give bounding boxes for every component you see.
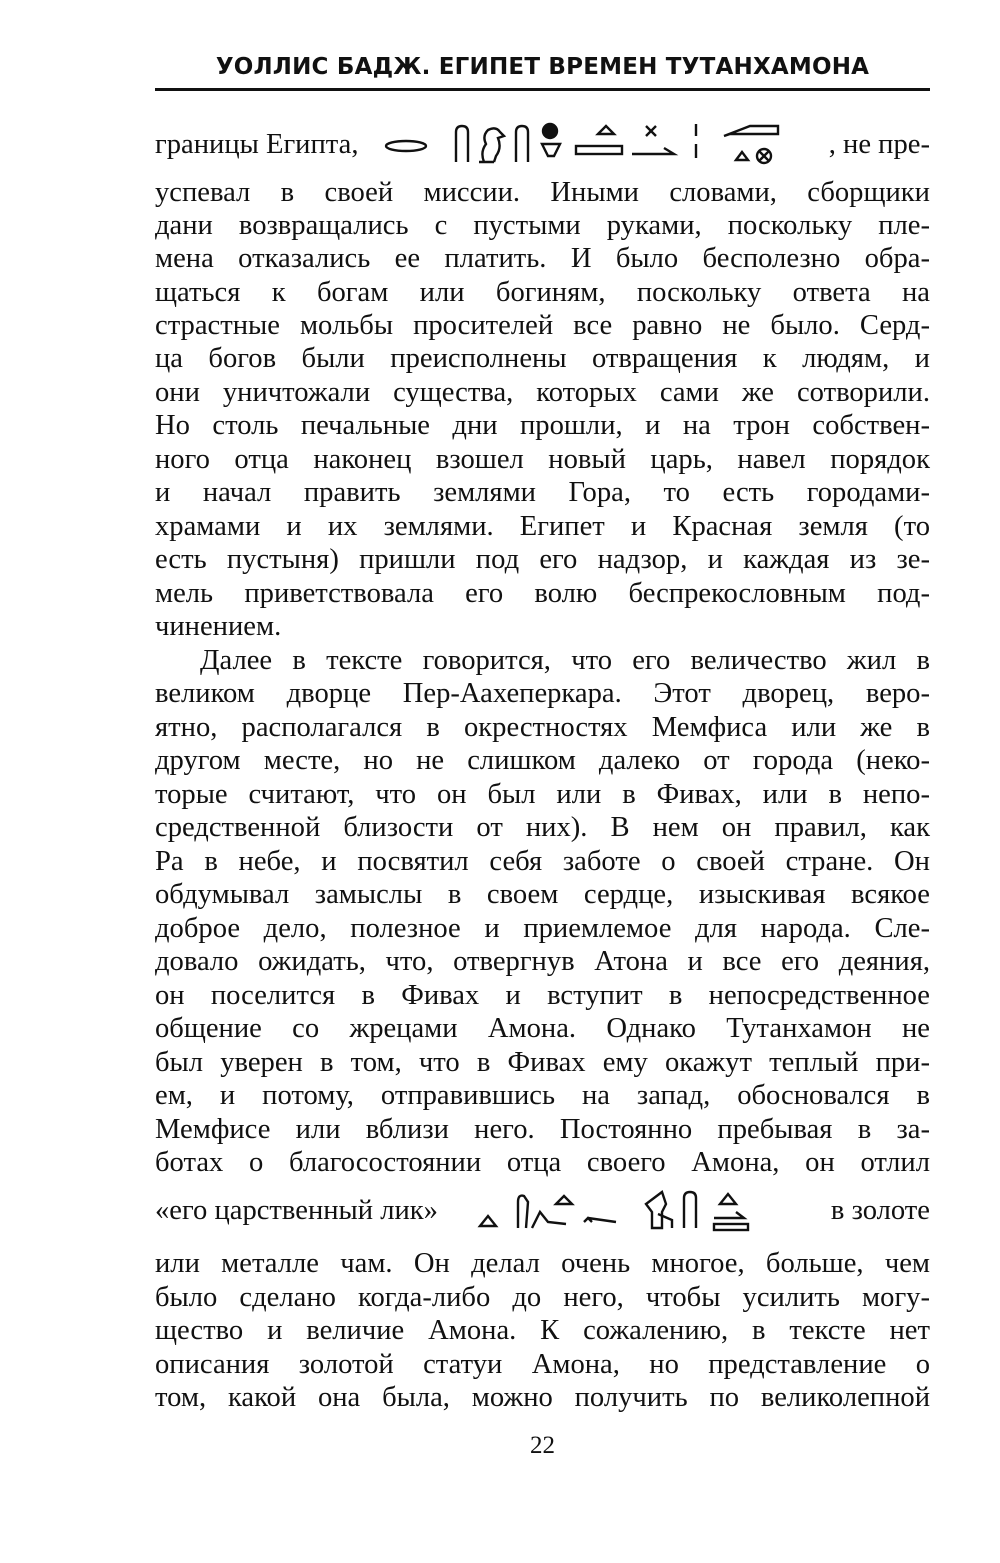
text-line: общение со жрецами Амона. Однако Тутанхамон не — [155, 1013, 930, 1044]
text-line: Но столь печальные дни прошли, и на трон собствен- — [155, 410, 930, 441]
header-rule — [155, 88, 930, 91]
text-line: другом месте, но не слишком далеко от города (неко- — [155, 745, 930, 776]
text-line: страстные мольбы просителей все равно не было. Серд- — [155, 310, 930, 341]
text-line: был уверен в том, что в Фивах ему окажут теплый при- — [155, 1047, 930, 1078]
text-fragment: «его царственный лик» — [155, 1195, 438, 1226]
text-line: доброе дело, полезное и приемлемое для народа. Сле- — [155, 913, 930, 944]
text-line: щество и величие Амона. К сожалению, в тексте нет — [155, 1315, 930, 1346]
text-line: или металле чам. Он делал очень многое, больше, чем — [155, 1248, 930, 1279]
text-line: ятно, располагался в окрестностях Мемфиса или же в — [155, 712, 930, 743]
text-line: они уничтожали существа, которых сами же сотворили. — [155, 377, 930, 408]
hieroglyph-inscription-icon — [476, 1188, 792, 1234]
text-line: мена отказались ее платить. И было бесполезно обра- — [155, 243, 930, 274]
text-line: ботах о благосостоянии отца своего Амона, он отлил — [155, 1147, 930, 1178]
text-line-1 — [155, 128, 930, 162]
text-line: есть пустыня) пришли под его надзор, и каждая из зе- — [155, 544, 930, 575]
text-line: торые считают, что он был или в Фивах, или в непо- — [155, 779, 930, 810]
text-line: Ра в небе, и посвятил себя заботе о своей стране. Он — [155, 846, 930, 877]
text-line: было сделано когда-либо до него, чтобы усилить могу- — [155, 1282, 930, 1313]
running-header: УОЛЛИС БАДЖ. ЕГИПЕТ ВРЕМЕН ТУТАНХАМОНА — [215, 54, 870, 80]
text-line: довало ожидать, что, отвергнув Атона и все его деяния, — [155, 946, 930, 977]
text-line: описания золотой статуи Амона, но представление о — [155, 1349, 930, 1380]
text-line: он поселится в Фивах и вступит в непосредственное — [155, 980, 930, 1011]
hieroglyph-inscription-icon — [384, 122, 804, 168]
text-fragment: границы Египта, — [155, 129, 359, 160]
text-line: ца богов были преисполнены отвращения к людям, и — [155, 343, 930, 374]
text-line: Мемфисе или вблизи него. Постоянно пребывая в за- — [155, 1114, 930, 1145]
text-fragment: , не пре- — [828, 129, 930, 160]
text-line: том, какой она была, можно получить по великолепной — [155, 1382, 930, 1413]
text-line: ем, и потому, отправившись на запад, обосновался в — [155, 1080, 930, 1111]
text-fragment: в золоте — [830, 1195, 930, 1226]
text-line: ного отца наконец взошел новый царь, навел порядок — [155, 444, 930, 475]
text-line-with-hieroglyphs — [155, 1194, 930, 1228]
text-line: чинением. — [155, 611, 282, 642]
text-line: дани возвращались с пустыми руками, поскольку пле- — [155, 210, 930, 241]
text-line: храмами и их землями. Египет и Красная земля (то — [155, 511, 930, 542]
text-line: мель приветствовала его волю беспрекословным под- — [155, 578, 930, 609]
text-line: обдумывал замыслы в своем сердце, изыскивая всякое — [155, 879, 930, 910]
text-line: средственной близости от них). В нем он правил, как — [155, 812, 930, 843]
paragraph-first-line: Далее в тексте говорится, что его величество жил в — [200, 645, 930, 676]
text-line: успевал в своей миссии. Иными словами, сборщики — [155, 177, 930, 208]
text-line: и начал править землями Гора, то есть городами- — [155, 477, 930, 508]
text-line: великом дворце Пер-Аахеперкара. Этот дворец, веро- — [155, 678, 930, 709]
text-line: щаться к богам или богиням, поскольку ответа на — [155, 277, 930, 308]
page-number: 22 — [530, 1432, 555, 1459]
